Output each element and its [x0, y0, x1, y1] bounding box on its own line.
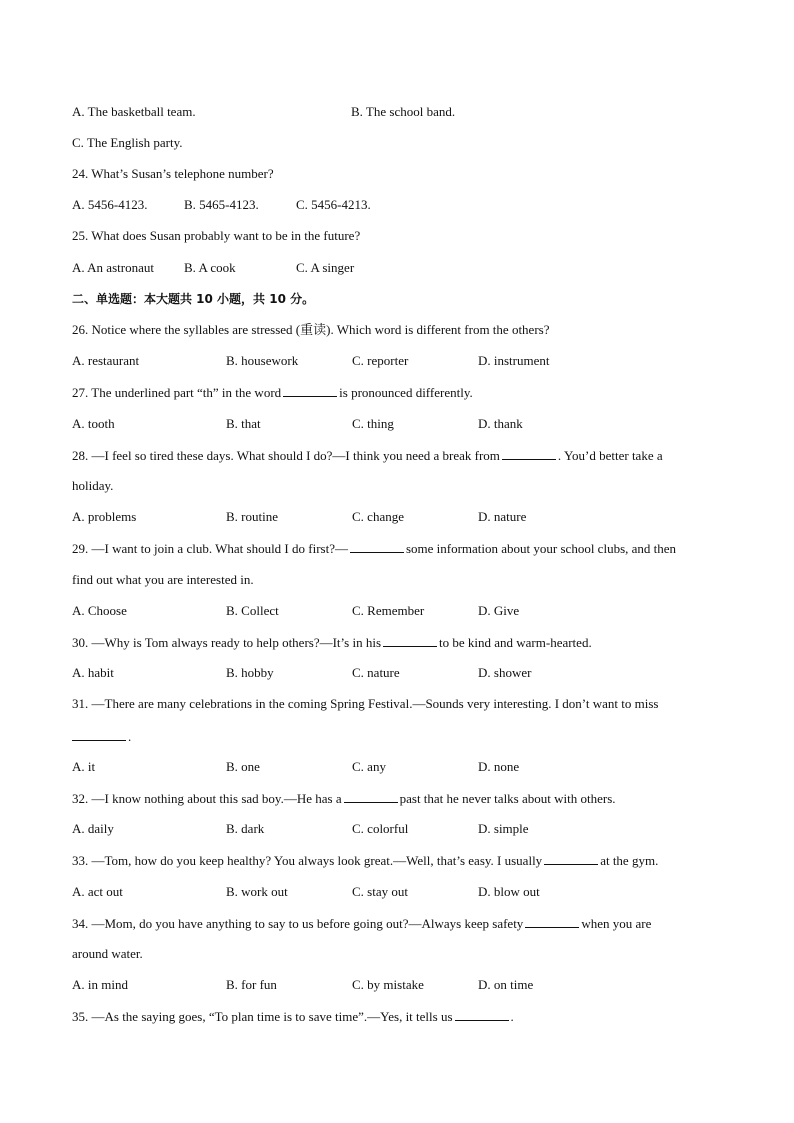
q34-option-d: D. on time	[478, 977, 534, 992]
q29-option-b: B. Collect	[226, 603, 279, 618]
q34-option-c: C. by mistake	[352, 977, 424, 992]
question-30	[72, 634, 592, 651]
q29-option-a: A. Choose	[72, 603, 127, 618]
question-26: 26. Notice where the syllables are stressed (重读). Which word is different from the others?	[72, 322, 550, 337]
question-31: 31. —There are many celebrations in the coming Spring Festival.—Sounds very interesting. I don’t want to miss	[72, 696, 659, 711]
question-35	[72, 1008, 514, 1025]
q25-option-a: A. An astronaut	[72, 260, 154, 275]
q32-option-d: D. simple	[478, 821, 529, 836]
answer-blank	[525, 915, 579, 928]
q33-option-b: B. work out	[226, 884, 288, 899]
q34-option-a: A. in mind	[72, 977, 128, 992]
question-27	[72, 384, 473, 401]
q28-option-d: D. nature	[478, 509, 527, 524]
q27-option-c: C. thing	[352, 416, 394, 431]
q32-option-a: A. daily	[72, 821, 114, 836]
q24-option-a: A. 5456-4123.	[72, 197, 148, 212]
option-b: B. The school band.	[351, 104, 456, 119]
q35-text-after: .	[510, 1009, 514, 1024]
q30-option-d: D. shower	[478, 665, 532, 680]
question-32	[72, 790, 616, 807]
q27-option-a: A. tooth	[72, 416, 115, 431]
q32-option-c: C. colorful	[352, 821, 409, 836]
option-a: A. The basketball team.	[72, 104, 196, 119]
q24-option-b: B. 5465-4123.	[184, 197, 259, 212]
question-25: 25. What does Susan probably want to be in the future?	[72, 228, 361, 243]
q31-option-a: A. it	[72, 759, 96, 774]
q28-text-after: . You’d better take a	[557, 448, 663, 463]
q25-option-c: C. A singer	[296, 260, 355, 275]
q27-option-b: B. that	[226, 416, 261, 431]
answer-blank	[455, 1008, 509, 1021]
q34-text-after: when you are	[581, 916, 652, 931]
q26-option-d: D. instrument	[478, 353, 550, 368]
q27-option-d: D. thank	[478, 416, 523, 431]
q29-text-before: 29. —I want to join a club. What should I do first?—	[72, 541, 348, 556]
q33-option-c: C. stay out	[352, 884, 408, 899]
question-24: 24. What’s Susan’s telephone number?	[72, 166, 274, 181]
q31-option-c: C. any	[352, 759, 386, 774]
question-31-continued	[72, 728, 131, 745]
q34-text-before: 34. —Mom, do you have anything to say to us before going out?—Always keep safety	[72, 916, 524, 931]
answer-blank	[72, 728, 126, 741]
q28-option-b: B. routine	[226, 509, 278, 524]
q30-text-before: 30. —Why is Tom always ready to help others?—It’s in his	[72, 635, 381, 650]
q30-option-b: B. hobby	[226, 665, 274, 680]
q32-text-after: past that he never talks about with others.	[399, 791, 616, 806]
q27-text-after: is pronounced differently.	[339, 385, 473, 400]
question-29	[72, 540, 676, 557]
q28-text-before: 28. —I feel so tired these days. What should I do?—I think you need a break from	[72, 448, 500, 463]
q32-text-before: 32. —I know nothing about this sad boy.—He has a	[72, 791, 342, 806]
q33-option-a: A. act out	[72, 884, 123, 899]
q29-option-d: D. Give	[478, 603, 520, 618]
q30-text-after: to be kind and warm-hearted.	[439, 635, 592, 650]
answer-blank	[502, 447, 556, 460]
q33-text-after: at the gym.	[600, 853, 659, 868]
q35-text-before: 35. —As the saying goes, “To plan time is to save time”.—Yes, it tells us	[72, 1009, 453, 1024]
q32-option-b: B. dark	[226, 821, 265, 836]
q28-option-a: A. problems	[72, 509, 137, 524]
question-34	[72, 915, 651, 932]
q34-option-b: B. for fun	[226, 977, 277, 992]
q25-option-b: B. A cook	[184, 260, 236, 275]
q26-option-a: A. restaurant	[72, 353, 140, 368]
question-28	[72, 447, 663, 464]
answer-blank	[350, 540, 404, 553]
q33-option-d: D. blow out	[478, 884, 540, 899]
option-c: C. The English party.	[72, 135, 183, 150]
q26-option-b: B. housework	[226, 353, 299, 368]
q31-option-d: D. none	[478, 759, 520, 774]
answer-blank	[344, 790, 398, 803]
answer-blank	[383, 634, 437, 647]
q29-text-after: some information about your school clubs, and then	[405, 541, 677, 556]
q26-option-c: C. reporter	[352, 353, 409, 368]
q31-option-b: B. one	[226, 759, 260, 774]
question-33	[72, 852, 658, 869]
q30-option-c: C. nature	[352, 665, 400, 680]
q31-text-after: .	[128, 729, 132, 744]
answer-blank	[544, 852, 598, 865]
question-28-continued: holiday.	[72, 478, 114, 493]
question-29-continued: find out what you are interested in.	[72, 572, 254, 587]
question-34-continued: around water.	[72, 946, 143, 961]
q30-option-a: A. habit	[72, 665, 114, 680]
q33-text-before: 33. —Tom, how do you keep healthy? You always look great.—Well, that’s easy. I usually	[72, 853, 543, 868]
q29-option-c: C. Remember	[352, 603, 425, 618]
q28-option-c: C. change	[352, 509, 404, 524]
q27-text-before: 27. The underlined part “th” in the word	[72, 385, 282, 400]
answer-blank	[283, 384, 337, 397]
q24-option-c: C. 5456-4213.	[296, 197, 371, 212]
section-heading: 二、单选题：本大题共 10 小题，共 10 分。	[72, 292, 315, 306]
